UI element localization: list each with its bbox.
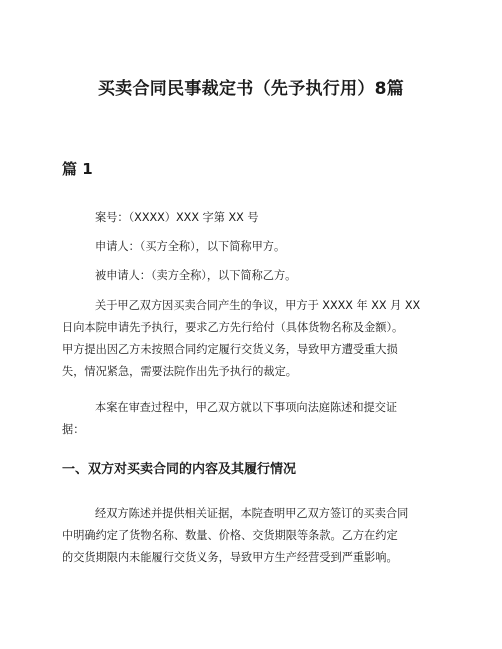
paragraph-line: 被申请人：（卖方全称），以下简称乙方。 — [95, 269, 297, 282]
paragraph-line: 甲方提出因乙方未按照合同约定履行交货义务，导致甲方遭受重大损 — [62, 343, 398, 356]
case-number-paragraph — [62, 207, 444, 229]
paragraph-line: 关于甲乙双方因买卖合同产生的争议，甲方于 XXXX 年 XX 月 XX — [95, 299, 421, 312]
paragraph-line: 日向本院申请先予执行，要求乙方先行给付（具体货物名称及金额）。 — [62, 321, 404, 334]
review-paragraph — [62, 397, 444, 441]
document-title: 买卖合同民事裁定书（先予执行用）8篇 — [97, 79, 405, 99]
paragraph-line: 的交货期限内未能履行交货义务，导致甲方生产经营受到严重影响。 — [62, 551, 398, 564]
paragraph-line: 案号：（XXXX）XXX 字第 XX 号 — [95, 211, 259, 224]
paragraph-line: 申请人：（买方全称），以下简称甲方。 — [95, 240, 286, 253]
paragraph-line: 经双方陈述并提供相关证据，本院查明甲乙双方签订的买卖合同 — [95, 507, 409, 520]
subheading-contract-content: 一、双方对买卖合同的内容及其履行情况 — [62, 462, 297, 477]
paragraph-line: 中明确约定了货物名称、数量、价格、交货期限等条款。乙方在约定 — [62, 529, 398, 542]
paragraph-line: 据： — [62, 423, 85, 436]
respondent-paragraph — [62, 265, 444, 287]
dispute-paragraph — [62, 295, 444, 383]
paragraph-line: 失，情况紧急，需要法院作出先予执行的裁定。 — [62, 365, 297, 378]
section-heading: 篇 1 — [62, 160, 93, 178]
paragraph-line: 本案在审查过程中，甲乙双方就以下事项向法庭陈述和提交证 — [95, 401, 398, 414]
applicant-paragraph — [62, 236, 444, 258]
findings-paragraph — [62, 503, 444, 569]
